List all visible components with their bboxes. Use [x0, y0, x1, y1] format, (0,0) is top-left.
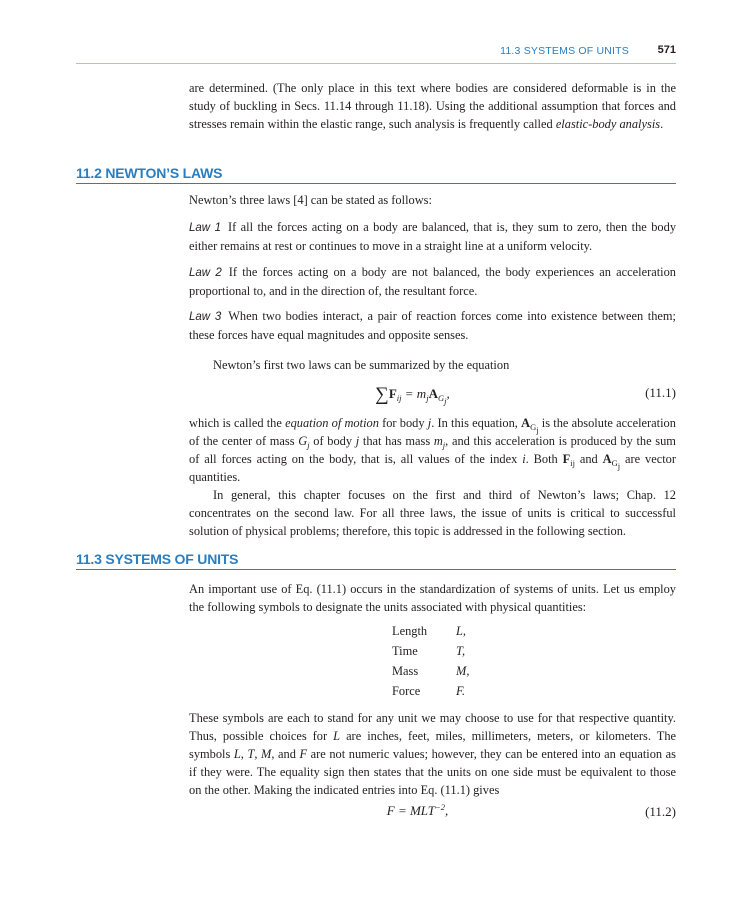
law-3: Law 3 When two bodies interact, a pair of reaction forces come into existence between them; these forces have equal magnitudes and opposite senses.	[189, 309, 677, 342]
units-lead: An important use of Eq. (11.1) occurs in the standardization of systems of units. Let us employ the following symbols to designate the units associated with physical quantities:	[189, 582, 676, 614]
page-number: 571	[657, 44, 676, 56]
newton-lead: Newton’s three laws [4] can be stated as follows:	[189, 193, 432, 207]
unit-row-force: Force F.	[392, 684, 466, 698]
equation-of-motion-paragraph: which is called the equation of motion for body j. In this equation, $A_{G_j}$ is the absolute acceleration of the center of mass $G_j$ of body j that has mass $m_j$, and this acceleration is produced by the sum of all forces acting on the body, that is, all values of the index i. Both $F_{ij}$ and $A_{G_j}$ are vector quantities. In general, this chapter focuses on the first and third of Newton’s laws; Chap. 12 concentrates on the second law. For all three laws, the issue of units is critical to successful solution of physical problems; therefore, this topic is addressed in the following section.	[189, 416, 676, 538]
unit-row-length: Length L,	[392, 624, 466, 638]
summary-line: Newton’s first two laws can be summarized by the equation	[213, 358, 510, 372]
unit-row-mass: Mass M,	[392, 664, 470, 678]
intro-paragraph: are determined. (The only place in this text where bodies are considered deformable is in the study of buckling in Secs. 11.14 through 11.18). Using the additional assumption that forces and stresses remain within the elastic range, such analysis is frequently called elastic-body analysis.	[189, 81, 676, 131]
section-heading-11-2: 11.2 NEWTON’S LAWS	[76, 164, 676, 184]
equation-11-2: $F = MLT^{-2}$, (11.2)	[386, 802, 676, 819]
running-header	[76, 45, 676, 64]
equation-11-1: $\sum F_{ij} = m_jA_{G_j}$, (11.1)	[375, 384, 676, 406]
section-heading-11-3: 11.3 SYSTEMS OF UNITS	[76, 550, 676, 570]
equation-number-11-1: (11.1)	[645, 385, 676, 400]
unit-row-time: Time T,	[392, 644, 466, 658]
law-2: Law 2 If the forces acting on a body are not balanced, the body experiences an acceleration proportional to, and in the direction of, the resultant force.	[189, 265, 677, 298]
symbols-paragraph: These symbols are each to stand for any unit we may choose to use for that respective quantity. Thus, possible choices for L are inches, feet, miles, millimeters, meters, or kilometers. The symbols L, T, M, and F are not numeric values; however, they can be entered into an equation as if they were. The equality sign then states that the units on one side must be equivalent to those on the other. Making the indicated entries into Eq. (11.1) gives	[189, 711, 677, 797]
law-3-tag: Law 3	[189, 311, 222, 323]
focus-paragraph: In general, this chapter focuses on the first and third of Newton’s laws; Chap. 12 concentrates on the second law. For all three laws, the issue of units is critical to successful solution of physical problems; therefore, this topic is addressed in the following section.	[189, 488, 676, 538]
law-2-tag: Law 2	[189, 267, 222, 279]
units-table	[392, 624, 482, 704]
equation-number-11-2: (11.2)	[645, 804, 676, 819]
law-1: Law 1 If all the forces acting on a body are balanced, that is, they sum to zero, then the body either remains at rest or continues to move in a straight line at a uniform velocity.	[189, 220, 677, 253]
law-1-tag: Law 1	[189, 222, 222, 234]
header-section-title: 11.3 SYSTEMS OF UNITS	[500, 45, 629, 57]
